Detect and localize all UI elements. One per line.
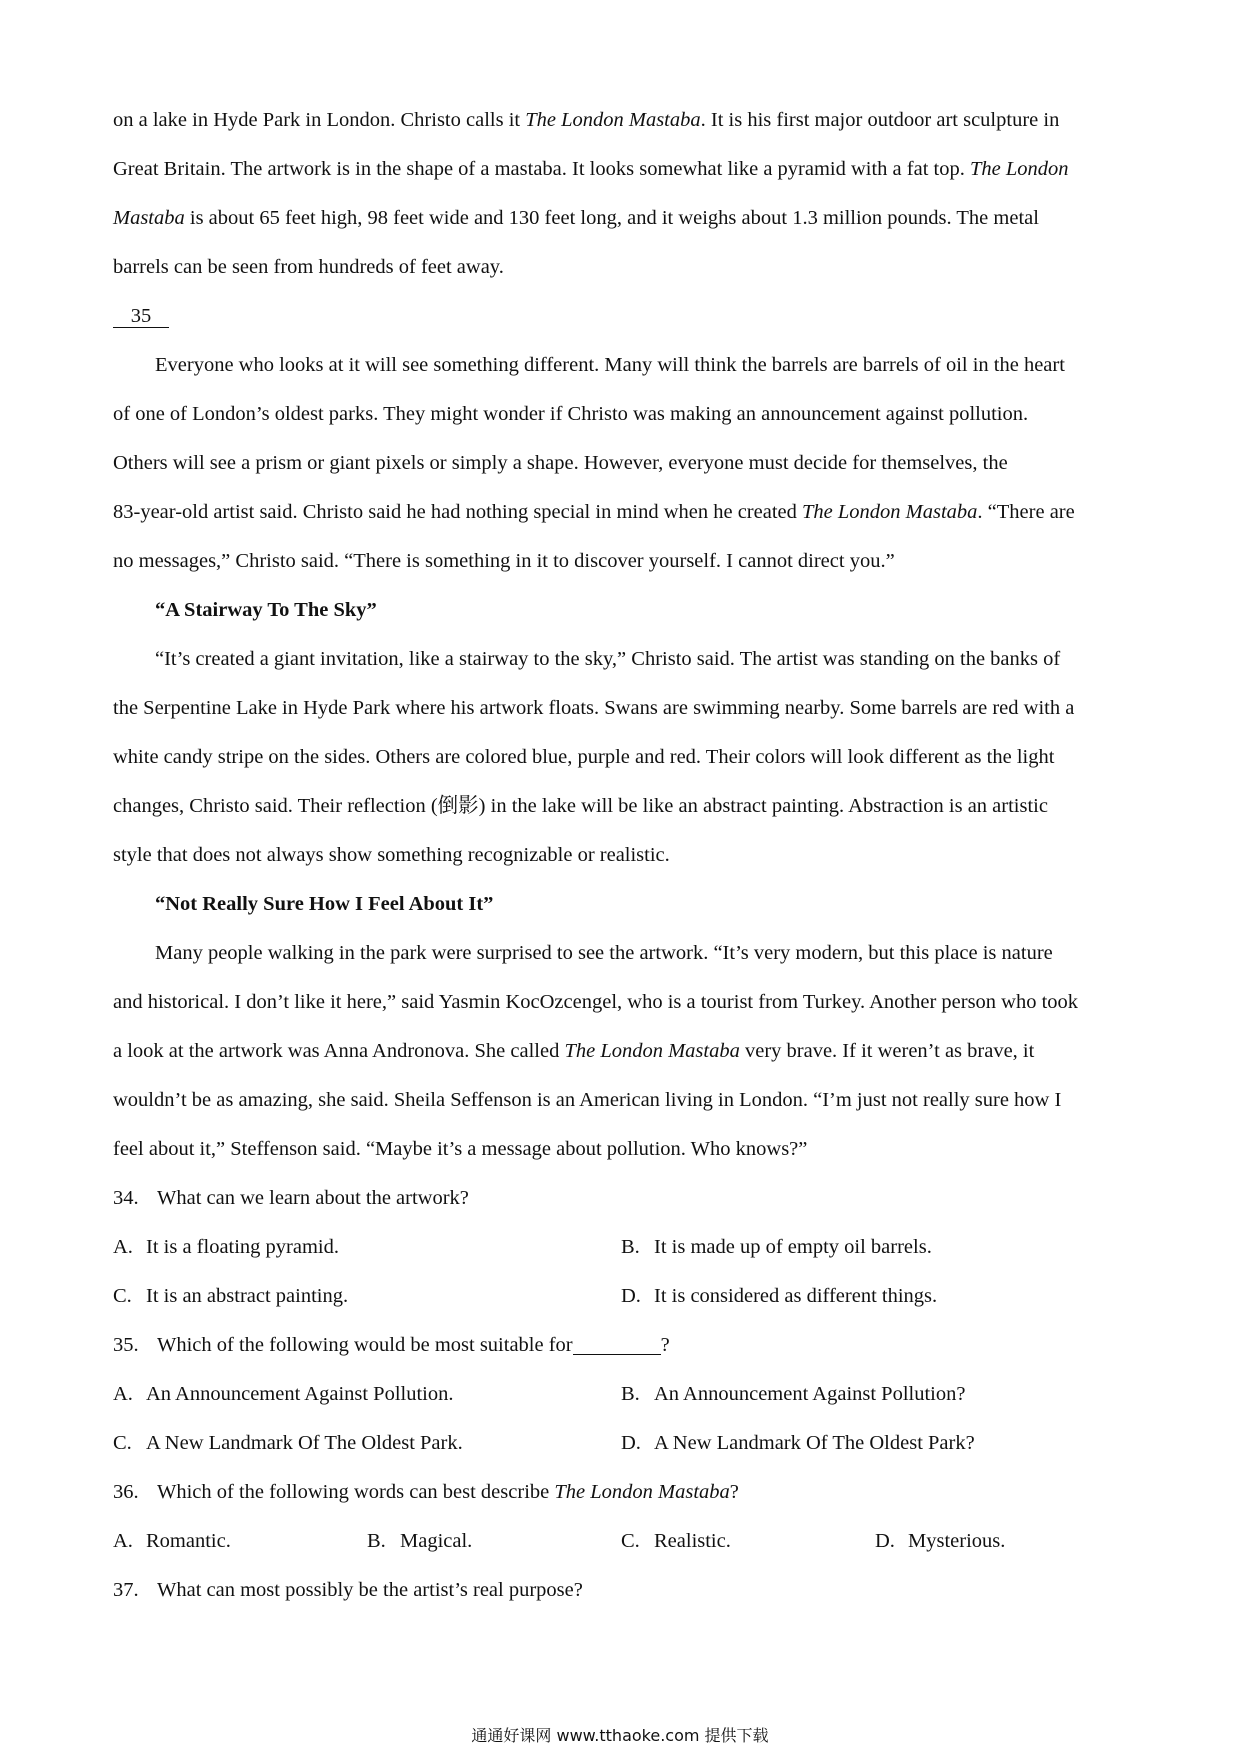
option-a[interactable]: A. An Announcement Against Pollution. bbox=[113, 1383, 454, 1405]
text-line: “It’s created a giant invitation, like a stairway to the sky,” Christo said. The artist was standing on the banks of bbox=[155, 648, 1061, 670]
option-d[interactable]: D. It is considered as different things. bbox=[621, 1285, 938, 1307]
options-row bbox=[113, 1272, 1133, 1321]
section-heading-stairway: “A Stairway To The Sky” bbox=[155, 599, 377, 621]
option-b[interactable]: B. Magical. bbox=[367, 1530, 473, 1552]
text-line: barrels can be seen from hundreds of feet away. bbox=[113, 256, 504, 278]
section-heading-not-sure: “Not Really Sure How I Feel About It” bbox=[155, 893, 494, 915]
blank-35-marker: 35 bbox=[113, 292, 1133, 341]
options-row bbox=[113, 1223, 1133, 1272]
text-line: white candy stripe on the sides. Others are colored blue, purple and red. Their colors will look different as the light bbox=[113, 746, 1055, 768]
option-a[interactable]: A. Romantic. bbox=[113, 1530, 231, 1552]
text-line: Everyone who looks at it will see something different. Many will think the barrels are barrels of oil in the heart bbox=[155, 354, 1065, 376]
text-line: changes, Christo said. Their reflection (倒影) in the lake will be like an abstract painting. Abstraction is an artistic bbox=[113, 795, 1048, 817]
paragraph-3 bbox=[113, 635, 1133, 880]
question-36 bbox=[113, 1468, 1133, 1566]
text-line: 83-year-old artist said. Christo said he had nothing special in mind when he created The London Mastaba. “There are bbox=[113, 501, 1075, 523]
option-b[interactable]: B. An Announcement Against Pollution? bbox=[621, 1383, 966, 1405]
text-line: style that does not always show something recognizable or realistic. bbox=[113, 844, 670, 866]
text-line: feel about it,” Steffenson said. “Maybe it’s a message about pollution. Who knows?” bbox=[113, 1138, 808, 1160]
text-line: of one of London’s oldest parks. They might wonder if Christo was making an announcement against pollution. bbox=[113, 403, 1029, 425]
text-line: wouldn’t be as amazing, she said. Sheila Seffenson is an American living in London. “I’m just not really sure how I bbox=[113, 1089, 1062, 1111]
question-37 bbox=[113, 1566, 1133, 1615]
text-line: a look at the artwork was Anna Andronova. She called The London Mastaba very brave. If it weren’t as brave, it bbox=[113, 1040, 1035, 1062]
answer-blank bbox=[573, 1334, 661, 1355]
text-line: Others will see a prism or giant pixels or simply a shape. However, everyone must decide for themselves, the bbox=[113, 452, 1008, 474]
question-34 bbox=[113, 1174, 1133, 1321]
options-row bbox=[113, 1370, 1133, 1419]
question-stem: 35. Which of the following would be most suitable for ? bbox=[113, 1334, 670, 1356]
option-b[interactable]: B. It is made up of empty oil barrels. bbox=[621, 1236, 932, 1258]
question-stem: 36. Which of the following words can best describe The London Mastaba? bbox=[113, 1481, 739, 1503]
option-c[interactable]: C. A New Landmark Of The Oldest Park. bbox=[113, 1432, 463, 1454]
text-line: on a lake in Hyde Park in London. Christo calls it The London Mastaba. It is his first major outdoor art sculpture in bbox=[113, 109, 1060, 131]
text-line: Many people walking in the park were surprised to see the artwork. “It’s very modern, but this place is nature bbox=[155, 942, 1053, 964]
paragraph-4 bbox=[113, 929, 1133, 1174]
option-c[interactable]: C. Realistic. bbox=[621, 1530, 731, 1552]
paragraph-2 bbox=[113, 341, 1133, 586]
question-stem: 34. What can we learn about the artwork? bbox=[113, 1187, 469, 1209]
option-a[interactable]: A. It is a floating pyramid. bbox=[113, 1236, 339, 1258]
text-line: no messages,” Christo said. “There is something in it to discover yourself. I cannot direct you.” bbox=[113, 550, 895, 572]
option-d[interactable]: D. A New Landmark Of The Oldest Park? bbox=[621, 1432, 975, 1454]
options-row bbox=[113, 1517, 1133, 1566]
page-footer: 通通好课网 www.tthaoke.com 提供下载 bbox=[471, 1726, 769, 1745]
option-c[interactable]: C. It is an abstract painting. bbox=[113, 1285, 349, 1307]
options-row bbox=[113, 1419, 1133, 1468]
text-line: Mastaba is about 65 feet high, 98 feet wide and 130 feet long, and it weighs about 1.3 million pounds. The metal bbox=[113, 207, 1039, 229]
option-d[interactable]: D. Mysterious. bbox=[875, 1530, 1006, 1552]
text-line: Great Britain. The artwork is in the shape of a mastaba. It looks somewhat like a pyramid with a fat top. The London bbox=[113, 158, 1069, 180]
question-35 bbox=[113, 1321, 1133, 1468]
document-page bbox=[113, 96, 1133, 1615]
paragraph-1 bbox=[113, 96, 1133, 292]
text-line: and historical. I don’t like it here,” said Yasmin KocOzcengel, who is a tourist from Turkey. Another person who took bbox=[113, 991, 1079, 1013]
text-line: the Serpentine Lake in Hyde Park where his artwork floats. Swans are swimming nearby. Some barrels are red with a bbox=[113, 697, 1075, 719]
question-stem: 37. What can most possibly be the artist’s real purpose? bbox=[113, 1579, 583, 1601]
